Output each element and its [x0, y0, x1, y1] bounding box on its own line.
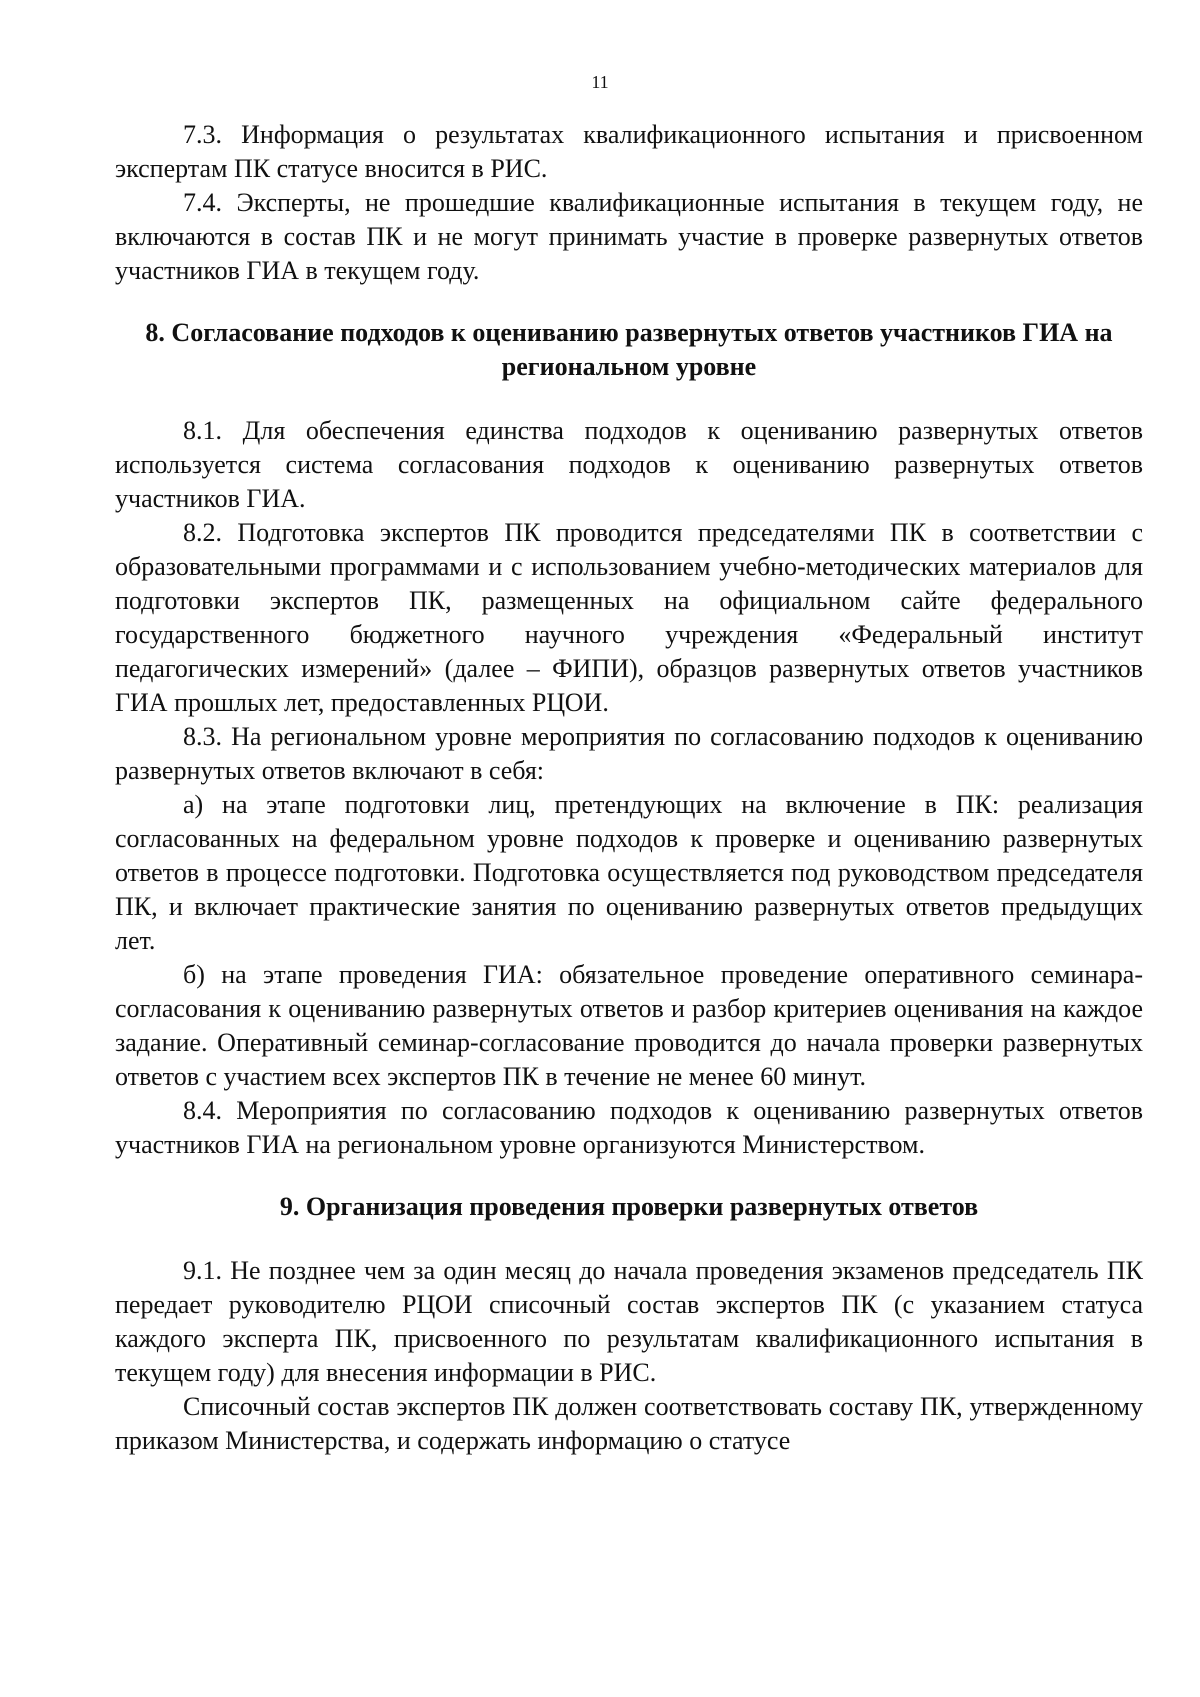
section-9-heading: 9. Организация проведения проверки развернутых ответов: [279, 1192, 979, 1221]
paragraph-8-3-a: а) на этапе подготовки лиц, претендующих на включение в ПК: реализация согласованных на федеральном уровне подходов к проверке и оцениванию развернутых ответов в процессе подготовки. Подготовка осуществляется под руководством председателя ПК, и включает практические занятия по оцениванию развернутых ответов предыдущих лет.: [115, 790, 1143, 955]
page-number: 11: [591, 72, 609, 92]
document-body: [115, 118, 1143, 1458]
section-8-body: [115, 414, 1143, 1162]
paragraph-8-1: 8.1. Для обеспечения единства подходов к оцениванию развернутых ответов используется система согласования подходов к оцениванию развернутых ответов участников ГИА.: [115, 416, 1143, 513]
paragraph-8-2: 8.2. Подготовка экспертов ПК проводится председателями ПК в соответствии с образовательными программами и с использованием учебно-методических материалов для подготовки экспертов ПК, размещенных на официальном сайте федерального государственного бюджетного научного учреждения «Федеральный институт педагогических измерений» (далее – ФИПИ), образцов развернутых ответов участников ГИА прошлых лет, предоставленных РЦОИ.: [115, 518, 1143, 717]
paragraph-8-3: 8.3. На региональном уровне мероприятия по согласованию подходов к оцениванию развернутых ответов включают в себя:: [115, 722, 1143, 785]
paragraph-9-list: Списочный состав экспертов ПК должен соответствовать составу ПК, утвержденному приказом Министерства, и содержать информацию о статусе: [115, 1392, 1143, 1455]
paragraph-7-3: 7.3. Информация о результатах квалификационного испытания и присвоенном экспертам ПК статусе вносится в РИС.: [115, 120, 1143, 183]
section-9-body: [115, 1254, 1143, 1458]
paragraph-7-4: 7.4. Эксперты, не прошедшие квалификационные испытания в текущем году, не включаются в состав ПК и не могут принимать участие в проверке развернутых ответов участников ГИА в текущем году.: [115, 188, 1143, 285]
paragraph-8-3-b: б) на этапе проведения ГИА: обязательное проведение оперативного семинара-согласования к оцениванию развернутых ответов и разбор критериев оценивания на каждое задание. Оперативный семинар-согласование проводится до начала проверки развернутых ответов с участием всех экспертов ПК в течение не менее 60 минут.: [115, 960, 1143, 1091]
paragraph-8-4: 8.4. Мероприятия по согласованию подходов к оцениванию развернутых ответов участников ГИА на региональном уровне организуются Министерством.: [115, 1096, 1143, 1159]
section-8-heading: 8. Согласование подходов к оцениванию развернутых ответов участников ГИА на региональном уровне: [145, 318, 1113, 381]
paragraph-9-1: 9.1. Не позднее чем за один месяц до начала проведения экзаменов председатель ПК передает руководителю РЦОИ списочный состав экспертов ПК (с указанием статуса каждого эксперта ПК, присвоенного по результатам квалификационного испытания в текущем году) для внесения информации в РИС.: [115, 1256, 1143, 1387]
